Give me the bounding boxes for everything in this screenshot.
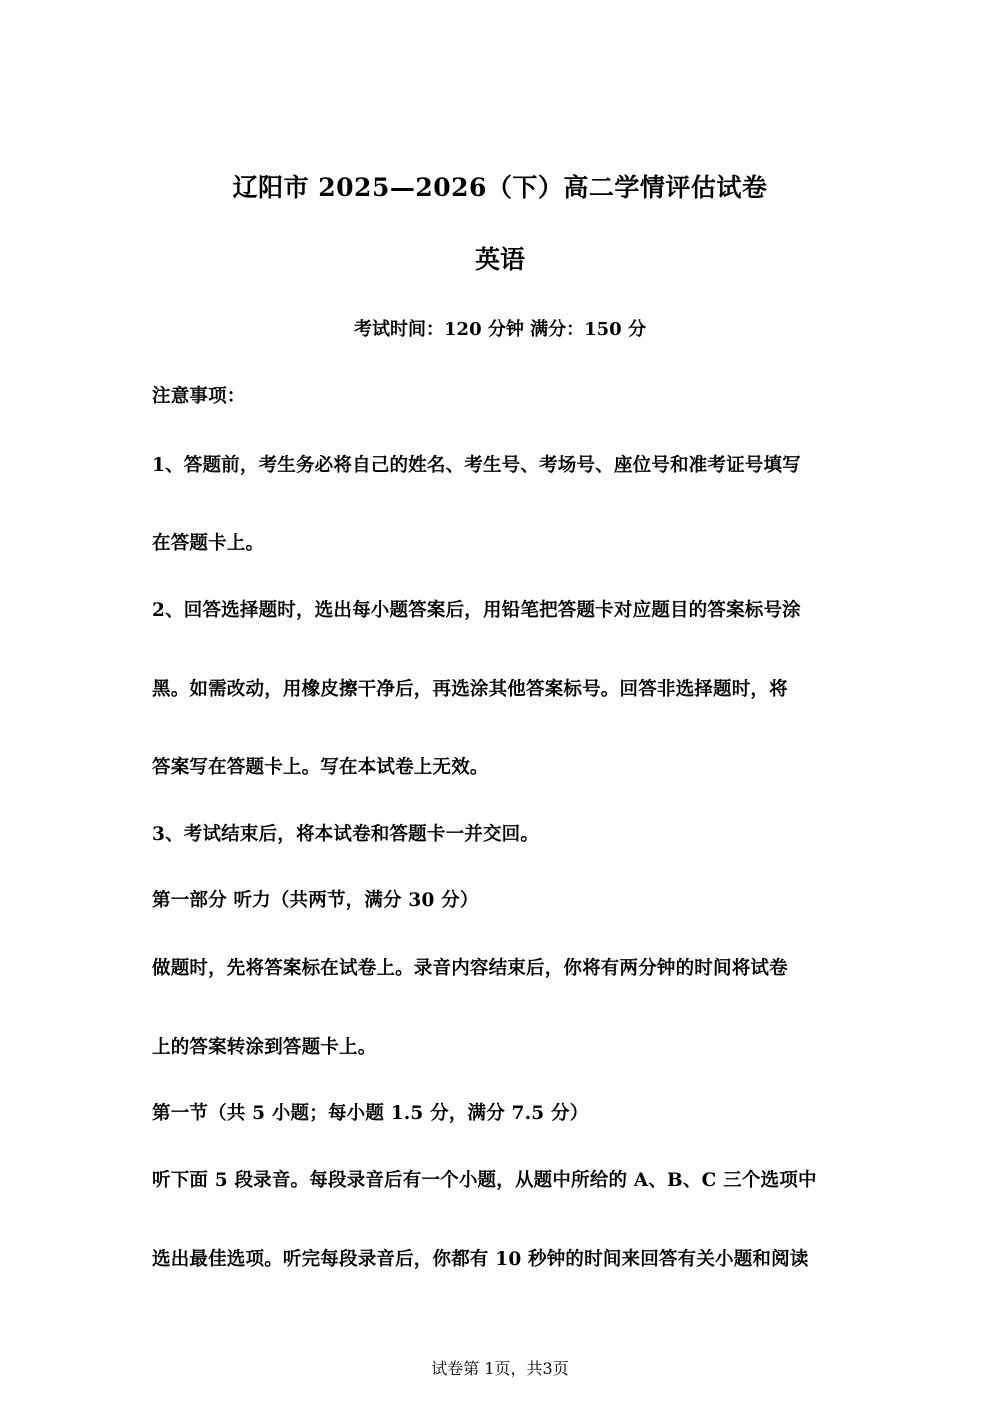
notice-2-line-3: 答案写在答题卡上。写在本试卷上无效。 (152, 757, 489, 778)
part1-instruction-line-1: 做题时，先将答案标在试卷上。录音内容结束后，你将有两分钟的时间将试卷 (152, 958, 788, 979)
section1-heading: 第一节（共 5 小题；每小题 1.5 分，满分 7.5 分） (152, 1103, 589, 1124)
notice-1-line-2: 在答题卡上。 (152, 533, 265, 554)
subject-title: 英语 (474, 245, 525, 274)
notice-3: 3、考试结束后，将本试卷和答题卡一并交回。 (152, 824, 540, 845)
page-footer: 试卷第 1页，共3页 (431, 1359, 569, 1378)
exam-title: 辽阳市 2025—2026（下）高二学情评估试卷 (232, 173, 768, 202)
notice-2-line-1: 2、回答选择题时，选出每小题答案后，用铅笔把答题卡对应题目的答案标号涂 (152, 600, 801, 621)
exam-time-score: 考试时间：120 分钟 满分：150 分 (354, 319, 646, 340)
notice-heading: 注意事项： (152, 386, 246, 407)
part1-heading: 第一部分 听力（共两节，满分 30 分） (152, 890, 479, 911)
section1-instruction-line-2: 选出最佳选项。听完每段录音后，你都有 10 秒钟的时间来回答有关小题和阅读 (152, 1249, 809, 1270)
part1-instruction-line-2: 上的答案转涂到答题卡上。 (152, 1037, 377, 1058)
notice-2-line-2: 黑。如需改动，用橡皮擦干净后，再选涂其他答案标号。回答非选择题时，将 (152, 679, 788, 700)
section1-instruction-line-1: 听下面 5 段录音。每段录音后有一个小题，从题中所给的 A、B、C 三个选项中 (152, 1170, 817, 1191)
notice-1-line-1: 1、答题前，考生务必将自己的姓名、考生号、考场号、座位号和准考证号填写 (152, 455, 801, 476)
